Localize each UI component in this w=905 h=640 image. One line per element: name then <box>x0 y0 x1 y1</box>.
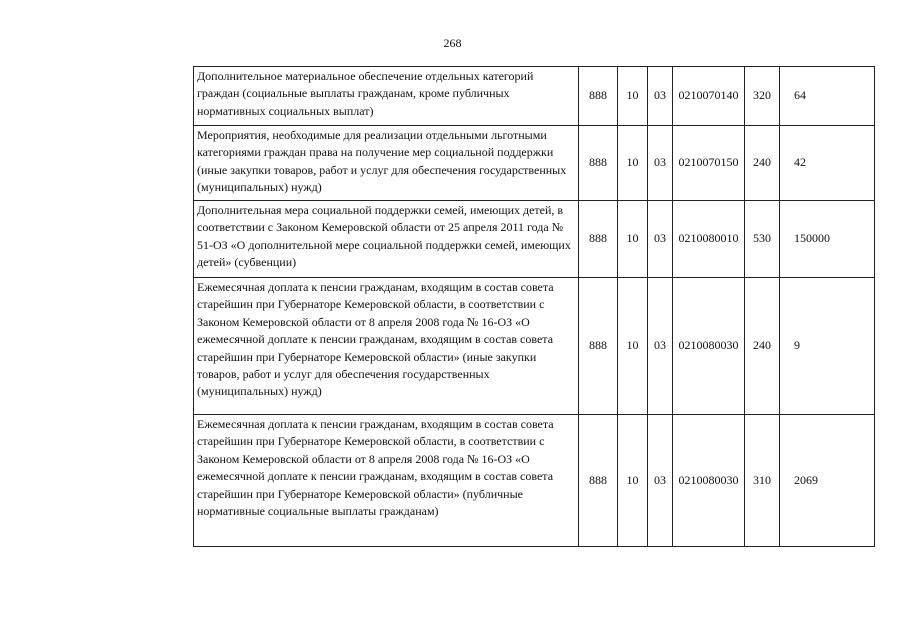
table-row <box>194 67 875 126</box>
subsection-code: 03 <box>648 415 673 547</box>
expense-type-code: 530 <box>745 201 780 278</box>
expense-type-code: 240 <box>745 126 780 201</box>
ministry-code: 888 <box>579 126 618 201</box>
budget-table <box>193 66 875 547</box>
amount-value: 150000 <box>780 201 875 278</box>
page-number: 268 <box>443 36 462 50</box>
expense-type-code: 240 <box>745 278 780 415</box>
section-code: 10 <box>618 201 648 278</box>
table-row <box>194 278 875 415</box>
row-description: Ежемесячная доплата к пенсии гражданам, входящим в состав совета старейшин при Губернаторе Кемеровской области, в соответствии с Законом Кемеровской области от 8 апреля 2008 года № 16-ОЗ «О ежемесячной доплате к пенсии гражданам, входящим в состав совета старейшин при Губернаторе Кемеровской области» (иные закупки товаров, работ и услуг для обеспечения государственных (муниципальных) нужд) <box>194 278 579 415</box>
subsection-code: 03 <box>648 67 673 126</box>
expense-type-code: 320 <box>745 67 780 126</box>
expense-type-code: 310 <box>745 415 780 547</box>
subsection-code: 03 <box>648 201 673 278</box>
target-article-code: 0210070140 <box>673 67 745 126</box>
amount-value: 42 <box>780 126 875 201</box>
table-row <box>194 201 875 278</box>
row-description: Дополнительное материальное обеспечение отдельных категорий граждан (социальные выплаты гражданам, кроме публичных нормативных социальных выплат) <box>194 67 579 126</box>
section-code: 10 <box>618 126 648 201</box>
table-row <box>194 415 875 547</box>
ministry-code: 888 <box>579 415 618 547</box>
ministry-code: 888 <box>579 278 618 415</box>
amount-value: 9 <box>780 278 875 415</box>
row-description: Мероприятия, необходимые для реализации отдельными льготными категориями граждан права на получение мер социальной поддержки (иные закупки товаров, работ и услуг для обеспечения государственных (муниципальных) нужд) <box>194 126 579 201</box>
subsection-code: 03 <box>648 126 673 201</box>
table-row <box>194 126 875 201</box>
ministry-code: 888 <box>579 67 618 126</box>
target-article-code: 0210080010 <box>673 201 745 278</box>
target-article-code: 0210080030 <box>673 415 745 547</box>
amount-value: 2069 <box>780 415 875 547</box>
section-code: 10 <box>618 415 648 547</box>
subsection-code: 03 <box>648 278 673 415</box>
section-code: 10 <box>618 67 648 126</box>
row-description: Дополнительная мера социальной поддержки семей, имеющих детей, в соответствии с Законом Кемеровской области от 25 апреля 2011 года № 51-ОЗ «О дополнительной мере социальной поддержки семей, имеющих детей» (субвенции) <box>194 201 579 278</box>
section-code: 10 <box>618 278 648 415</box>
target-article-code: 0210070150 <box>673 126 745 201</box>
target-article-code: 0210080030 <box>673 278 745 415</box>
amount-value: 64 <box>780 67 875 126</box>
ministry-code: 888 <box>579 201 618 278</box>
row-description: Ежемесячная доплата к пенсии гражданам, входящим в состав совета старейшин при Губернаторе Кемеровской области, в соответствии с Законом Кемеровской области от 8 апреля 2008 года № 16-ОЗ «О ежемесячной доплате к пенсии гражданам, входящим в состав совета старейшин при Губернаторе Кемеровской области» (публичные нормативные социальные выплаты гражданам) <box>194 415 579 547</box>
